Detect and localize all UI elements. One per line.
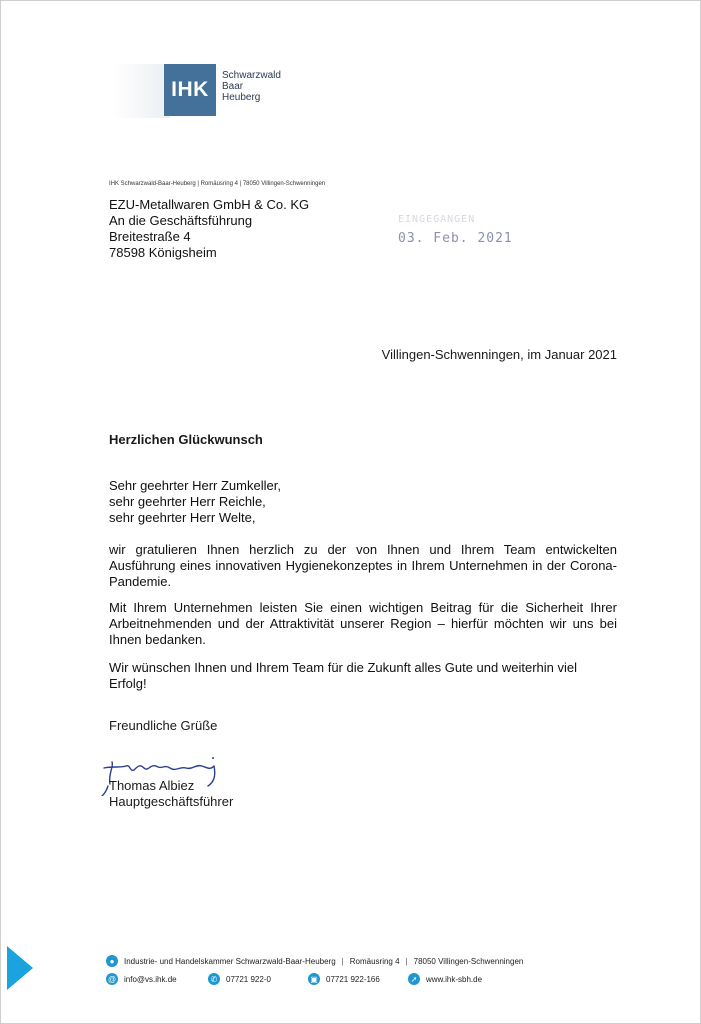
recipient-address <box>109 197 309 261</box>
footer-phone-item[interactable] <box>208 973 308 985</box>
corner-arrow-icon <box>7 946 33 990</box>
stamp-received-text: EINGEGANGEN <box>398 214 476 225</box>
address-line: 78598 Königsheim <box>109 245 217 260</box>
footer-contact-row <box>106 973 482 985</box>
salutation-line: sehr geehrter Herr Welte, <box>109 510 256 525</box>
footer-web[interactable]: www.ihk-sbh.de <box>426 974 483 984</box>
stamp-date: 03. Feb. 2021 <box>398 231 513 246</box>
signer-title: Hauptgeschäftsführer <box>109 794 234 809</box>
footer-fax: 07721 922-166 <box>326 974 380 984</box>
address-line: An die Geschäftsführung <box>109 213 253 228</box>
body-paragraph: wir gratulieren Ihnen herzlich zu der von Ihnen und Ihrem Team entwickelten Ausführung eines innovativen Hygienekonzeptes in Ihrem Unternehmen in der Corona-Pandemie. <box>109 542 617 589</box>
logo-line: Heuberg <box>222 92 261 103</box>
logo-region-text <box>222 70 281 103</box>
web-icon: ➚ <box>408 973 420 985</box>
salutation <box>109 478 617 526</box>
email-icon: @ <box>107 974 117 984</box>
footer-fax-item <box>308 973 408 985</box>
phone-icon: ✆ <box>208 973 220 985</box>
fax-icon: ▣ <box>308 973 320 985</box>
footer-address-row <box>106 955 523 967</box>
address-line: EZU-Metallwaren GmbH & Co. KG <box>109 197 310 212</box>
letter-subject: Herzlichen Glückwunsch <box>109 432 263 447</box>
footer-web-item[interactable] <box>408 973 482 985</box>
footer-street: Romäusring 4 <box>349 956 400 966</box>
address-line: Breitestraße 4 <box>109 229 191 244</box>
sender-return-line: IHK Schwarzwald-Baar-Heuberg | Romäusring 4 | 78050 Villingen-Schwenningen <box>109 181 326 187</box>
footer-phone[interactable]: 07721 922-0 <box>226 974 271 984</box>
logo-line: Baar <box>222 81 244 92</box>
salutation-line: Sehr geehrter Herr Zumkeller, <box>109 478 281 493</box>
footer-city: 78050 Villingen-Schwenningen <box>413 956 524 966</box>
footer-email-item[interactable] <box>106 973 208 985</box>
place-date: Villingen-Schwenningen, im Januar 2021 <box>381 347 617 362</box>
ihk-logo <box>164 64 216 116</box>
logo-line: Schwarzwald <box>222 70 281 81</box>
signer-name: Thomas Albiez <box>109 778 195 793</box>
footer-email[interactable]: info@vs.ihk.de <box>124 974 177 984</box>
closing-phrase: Freundliche Grüße <box>109 718 218 733</box>
location-icon: ● <box>106 955 118 967</box>
footer-org: Industrie- und Handelskammer Schwarzwald-Baar-Heuberg <box>124 956 336 966</box>
signer-block <box>109 778 233 810</box>
logo-watermark <box>112 64 170 118</box>
footer-separator: | <box>341 956 344 966</box>
body-paragraph: Wir wünschen Ihnen und Ihrem Team für die Zukunft alles Gute und weiterhin viel Erfolg! <box>109 660 577 691</box>
logo-abbr: IHK <box>171 78 209 101</box>
body-paragraph: Mit Ihrem Unternehmen leisten Sie einen wichtigen Beitrag für die Sicherheit Ihrer Arbeitnehmenden und der Attraktivität unserer Region – hierfür möchten wir uns bei Ihnen bedanken. <box>109 600 617 647</box>
footer-separator: | <box>405 956 408 966</box>
salutation-line: sehr geehrter Herr Reichle, <box>109 494 266 509</box>
received-stamp <box>398 214 513 246</box>
